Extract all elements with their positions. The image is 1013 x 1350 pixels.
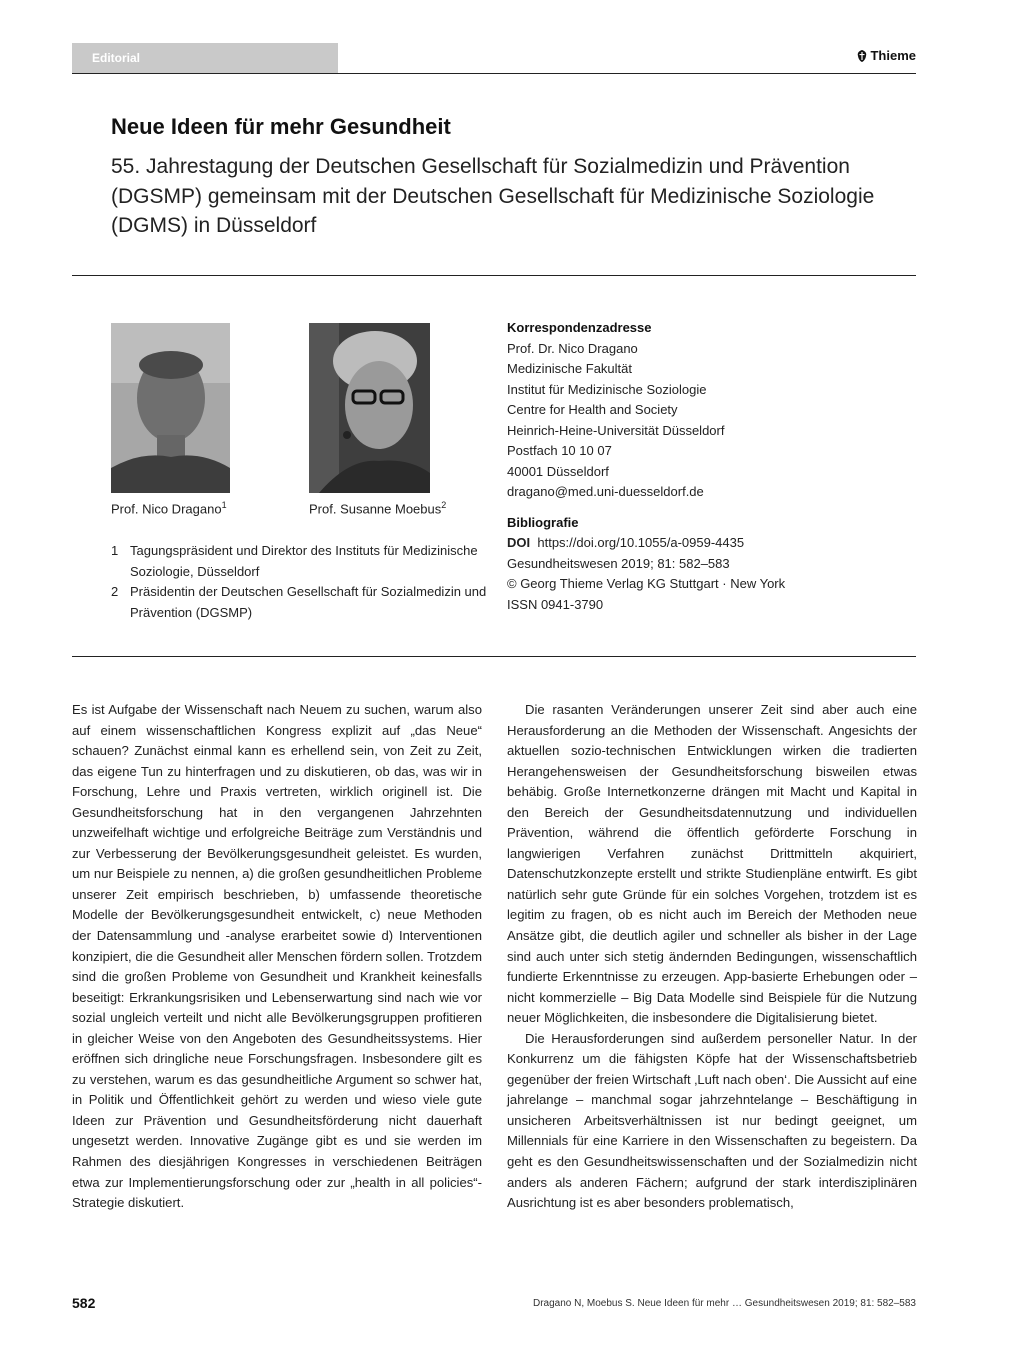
doi-line [507, 533, 907, 554]
thieme-logo-icon [857, 50, 867, 62]
header-rule [72, 73, 916, 74]
author-caption-dragano [111, 500, 227, 516]
article-info-sidebar [507, 318, 907, 615]
correspondence-line: 40001 Düsseldorf [507, 463, 609, 479]
author-footnote-ref: 2 [441, 500, 447, 510]
footer-citation: Dragano N, Moebus S. Neue Ideen für mehr … Gesundheitswesen 2019; 81: 582–583 [532, 1298, 916, 1309]
author-footnote-ref: 1 [221, 500, 227, 510]
page-number: 582 [72, 1295, 96, 1311]
body-paragraph: Die rasanten Veränderungen unserer Zeit sind aber auch eine Herausforderung an die Methoden der Wissenschaft. Angesichts der aktuellen sozio-technischen Entwicklungen wirken die tradierten Herangehensweisen der Gesundheitsforschung bisweilen etwas behäbig. Große Internetkonzerne drängen mit Macht und Kapital in den Bereich der Gesundheitsdatennutzung und individuellen Prävention, während die öffentlich geförderte Forschung in langwierigen Verfahren zunächst Drittmitteln akquiriert, Datenschutzkonzepte erstellt und strikte Studienpläne entwirft. Es gibt natürlich sehr gute Gründe für ein solches Vorgehen, trotzdem ist es legitim zu fragen, ob es nicht auch im Bereich der Methoden neue Ansätze gibt, die deutlich agiler und schneller als bisher in der Lage sind auch unter sich stetig ändernden Bedingungen, wissenschaftlich fundierte Erkenntnisse zu erzeugen. App-basierte Erhebungen oder – nicht kommerzielle – Big Data Modelle sind Beispiele für die Nutzung neuer Möglichkeiten, die insbesondere die Digitalisierung bietet. [507, 702, 917, 1026]
bibliography-heading: Bibliografie [507, 514, 579, 530]
author-footnotes [111, 541, 491, 623]
bibliography-line: ISSN 0941-3790 [507, 596, 604, 612]
title-divider [72, 275, 916, 276]
doi-link[interactable]: https://doi.org/10.1055/a-0959-4435 [537, 535, 745, 550]
author-name: Prof. Nico Dragano [111, 501, 222, 517]
body-paragraph: Die Herausforderungen sind außerdem personeller Natur. In der Konkurrenz um die fähigsten Köpfe hat der Wissenschaftsbetrieb gegenüber der freien Wirtschaft ‚Luft nach oben‘. Die Aussicht auf eine jahrelange – manchmal sogar jahrzehntelange – Beschäftigung in unsicheren Arbeitsverhältnissen ist nur bedingt geeignet, um Millennials für eine Karriere in den Wissenschaften zu begeistern. Da geht es den Gesundheitswissenschaften und der Sozialmedizin nicht anders als anderen Fächern; aufgrund der stark interdisziplinären Ausrichtung ist es aber besonders problematisch, [507, 1030, 917, 1211]
correspondence-line: Postfach 10 10 07 [507, 443, 612, 458]
correspondence-line: Prof. Dr. Nico Dragano [507, 340, 638, 356]
brand-name: Thieme [870, 48, 916, 63]
publisher-brand [857, 48, 916, 63]
correspondence-line: Centre for Health and Society [507, 402, 678, 417]
author-name: Prof. Susanne Moebus [309, 501, 442, 517]
correspondence-email-link[interactable]: dragano@med.uni-duesseldorf.de [507, 484, 704, 499]
correspondence-line: Medizinische Fakultät [507, 361, 632, 376]
author-photo-moebus [309, 323, 430, 493]
doi-label: DOI [507, 535, 531, 550]
correspondence-heading: Korrespondenzadresse [507, 320, 652, 335]
section-tab: Editorial [72, 43, 338, 74]
correspondence-line: Institut für Medizinische Soziologie [507, 381, 707, 397]
footnote-text: Tagungspräsident und Direktor des Instituts für Medizinische Soziologie, Düsseldorf [130, 543, 478, 579]
body-column-right [507, 700, 917, 1214]
footnote-number: 1 [111, 543, 119, 558]
footnote-item [111, 541, 491, 582]
info-divider [72, 656, 916, 657]
article-subtitle: 55. Jahrestagung der Deutschen Gesellschaft für Sozialmedizin und Prävention (DGSMP) gemeinsam mit der Deutschen Gesellschaft für Medizinische Soziologie (DGMS) in Düsseldorf [111, 155, 875, 237]
footnote-item [111, 582, 491, 623]
author-photo-dragano [111, 323, 230, 493]
correspondence-line: Heinrich-Heine-Universität Düsseldorf [507, 422, 725, 438]
bibliography-line: © Georg Thieme Verlag KG Stuttgart · New York [507, 576, 786, 591]
article-title: Neue Ideen für mehr Gesundheit [111, 114, 451, 139]
footnote-number: 2 [111, 584, 119, 599]
body-paragraph: Es ist Aufgabe der Wissenschaft nach Neuem zu suchen, warum also auf einem wissenschaftlichen Kongress explizit auf „das Neue“ schauen? Zunächst einmal kann es erhellend sein, von Zeit zu Zeit, das eigene Tun zu hinterfragen und zu diskutieren, ob das, was wir in Forschung, Lehre und Praxis vertreten, wirklich originell ist. Die Gesundheitsforschung hat in den vergangenen Jahrzehnten unzweifelhaft wichtige und erfolgreiche Beiträge zum Verständnis und zur Verbesserung der Bevölkerungsgesundheit geleistet. Es wurden, um nur Beispiele zu nennen, a) die großen gesundheitlichen Probleme unserer Zeit empirisch beschrieben, b) umfassende theoretische Modelle der Bevölkerungsgesundheit entwickelt, c) neue Methoden der Datensammlung und -analyse erarbeitet sowie d) Interventionen konzipiert, die die Gesundheit aller Menschen fördern sollen. Trotzdem sind die großen Probleme von Gesundheit und Krankheit keinesfalls beseitigt: Erkrankungsrisiken und Lebenserwartung sind nach wie vor sozial ungleich verteilt und nicht alle Bevölkerungsgruppen profitieren in gleicher Weise von den Angeboten des Gesundheitssystems. Hier eröffnen sich dringliche neue Forschungsfragen. Insbesondere gilt es zu verstehen, warum es das gesundheitliche Argument so schwer hat, in Politik und Öffentlichkeit gehört zu werden und wieso viele gute Ideen zur Prävention und Gesundheitsförderung nicht dauerhaft ungesetzt werden. Innovative Zugänge gibt es und sie werden im Rahmen des diesjährigen Kongresses in verschiedenen Beiträgen etwa zur Implementierungsforschung oder zur „health in all policies“-Strategie diskutiert. [72, 702, 482, 1211]
footnote-text: Präsidentin der Deutschen Gesellschaft für Sozialmedizin und Prävention (DGSMP) [130, 584, 487, 620]
bibliography-line: Gesundheitswesen 2019; 81: 582–583 [507, 555, 730, 571]
author-caption-moebus [309, 500, 446, 516]
body-column-left [72, 700, 482, 1214]
